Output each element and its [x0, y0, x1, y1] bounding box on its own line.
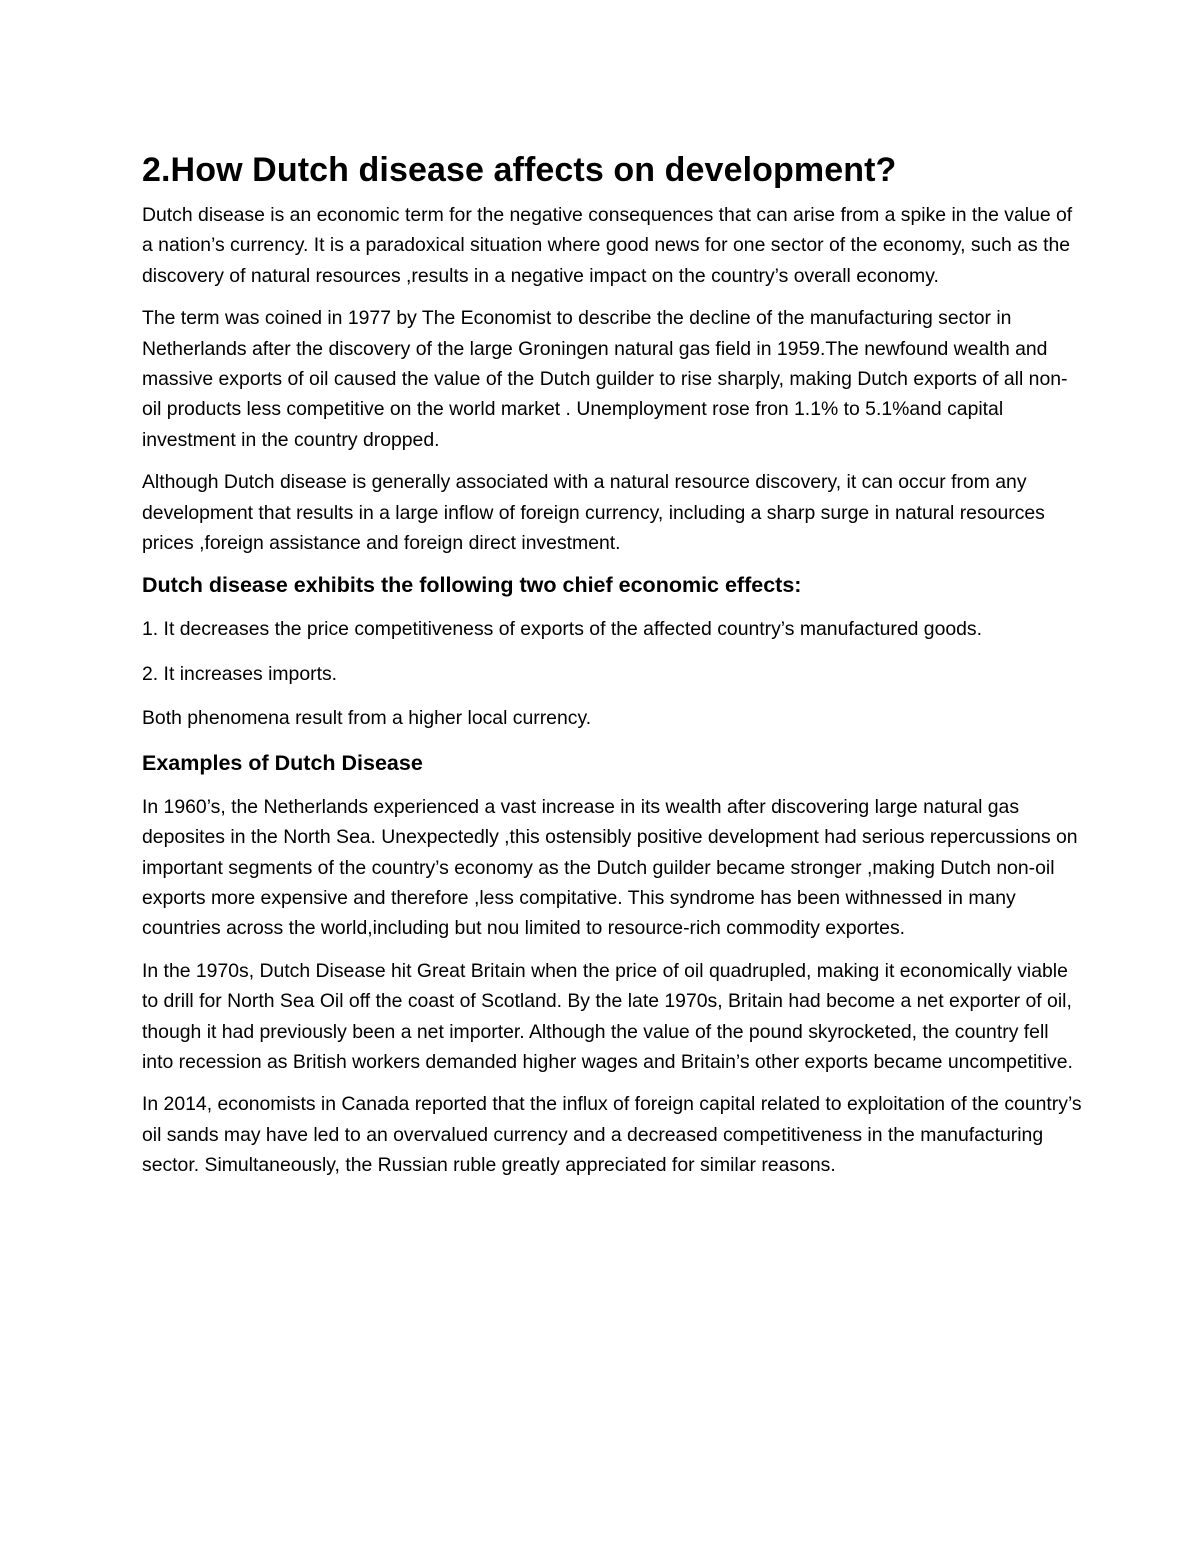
example-great-britain: In the 1970s, Dutch Disease hit Great Britain when the price of oil quadrupled, making it economically viable to drill for North Sea Oil off the coast of Scotland. By the late 1970s, Britain had become a net exporter of oil, though it had previously been a net importer. Although the value of the pound skyrocketed, the country fell into recession as British workers demanded higher wages and Britain’s other exports became uncompetitive.: [142, 959, 1073, 1073]
example-netherlands: In 1960’s, the Netherlands experienced a vast increase in its wealth after discovering large natural gas deposites in the North Sea. Unexpectedly ,this ostensibly positive development had serious repercussions on important segments of the country’s economy as the Dutch guilder became stronger ,making Dutch non-oil exports more expensive and therefore ,less compitative. This syndrome has been withnessed in many countries across the world,including but nou limited to resource-rich commodity exportes.: [142, 795, 1078, 940]
effect-item-2: 2. It increases imports.: [142, 662, 338, 685]
paragraph-origin: The term was coined in 1977 by The Economist to describe the decline of the manufacturing sector in Netherlands after the discovery of the large Groningen natural gas field in 1959.The newfound wealth and massive exports of oil caused the value of the Dutch guilder to rise sharply, making Dutch exports of all non-oil products less competitive on the world market . Unemployment rose fron 1.1% to 5.1%and capital investment in the country dropped.: [142, 307, 1068, 451]
paragraph-definition: Dutch disease is an economic term for the negative consequences that can arise from a spike in the value of a nation’s currency. It is a paradoxical situation where good news for one sector of the economy, such as the discovery of natural resources ,results in a negative impact on the country’s overall economy.: [142, 204, 1073, 287]
paragraph-causes: Although Dutch disease is generally associated with a natural resource discovery, it can occur from any development that results in a large inflow of foreign currency, including a sharp surge in natural resources prices ,foreign assistance and foreign direct investment.: [142, 471, 1045, 555]
document-title: 2.How Dutch disease affects on development?: [142, 151, 897, 189]
effect-item-1: 1. It decreases the price competitiveness of exports of the affected country’s manufactured goods.: [142, 618, 983, 641]
document-page: [142, 148, 1082, 1193]
example-canada-russia: In 2014, economists in Canada reported that the influx of foreign capital related to exploitation of the country’s oil sands may have led to an overvalued currency and a decreased competitiveness in the manufacturing sector. Simultaneously, the Russian ruble greatly appreciated for similar reasons.: [142, 1093, 1082, 1177]
effects-heading: Dutch disease exhibits the following two chief economic effects:: [142, 573, 802, 598]
effects-summary: Both phenomena result from a higher local currency.: [142, 707, 592, 730]
examples-heading: Examples of Dutch Disease: [142, 750, 423, 775]
